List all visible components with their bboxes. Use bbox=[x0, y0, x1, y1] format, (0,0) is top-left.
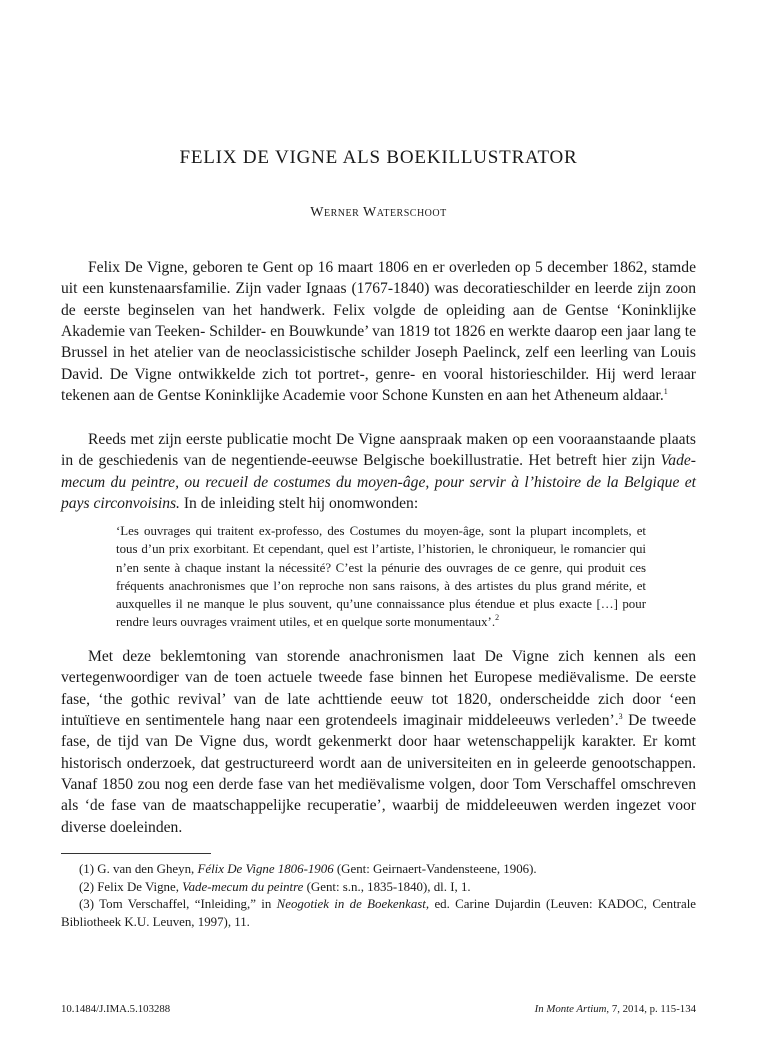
paragraph-1-text: Felix De Vigne, geboren te Gent op 16 maart 1806 en er overleden op 5 december 1862, stamde uit een kunstenaarsfamilie. Zijn vader Ignaas (1767-1840) was decoratieschilder en leerde zijn zoon de eerste beginselen van het handwerk. Felix volgde de opleiding aan de Gentse ‘Koninklijke Akademie van Teeken- Schilder- en Bouwkunde’ van 1819 tot 1826 en werkte daarop een jaar lang te Brussel in het atelier van de neoclassicistische schilder Joseph Paelinck, zelf een leerling van Louis David. De Vigne ontwikkelde zich tot portret-, genre- en vooral historieschilder. Hij werd leraar tekenen aan de Gentse Koninklijke Academie voor Schone Kunsten en aan het Atheneum aldaar. bbox=[61, 259, 696, 405]
body-text bbox=[61, 257, 696, 406]
journal-name: In Monte Artium bbox=[534, 1003, 607, 1015]
footnotes bbox=[61, 861, 696, 932]
doi-label: 10.1484/J.IMA.5.103288 bbox=[61, 1003, 171, 1015]
footnote-3-number: (3) bbox=[79, 897, 95, 912]
footnote-1-text: G. van den Gheyn, bbox=[94, 862, 198, 876]
paragraph-3 bbox=[61, 646, 696, 838]
footnote-ref-1[interactable]: 1 bbox=[663, 387, 668, 397]
body-text-2 bbox=[61, 429, 696, 514]
footnote-divider bbox=[61, 853, 211, 854]
paragraph-2-text: Reeds met zijn eerste publicatie mocht De Vigne aanspraak maken op een vooraanstaande plaats in de geschiedenis van de negentiende-eeuwse Belgische boekillustratie. Het betreft hier zijn bbox=[61, 431, 696, 470]
journal-citation bbox=[535, 1003, 696, 1015]
footnote-1-end: (Gent: Geirnaert-Vandensteene, 1906). bbox=[333, 862, 537, 876]
body-text-3 bbox=[61, 646, 696, 838]
footnote-2-text: Felix De Vigne, bbox=[94, 879, 183, 894]
author-name: Werner Waterschoot bbox=[310, 205, 447, 220]
footnote-3-title: Neogotiek in de Boekenkast, bbox=[276, 897, 430, 912]
paragraph-1 bbox=[61, 257, 696, 406]
footnote-3 bbox=[61, 896, 696, 931]
quote-paragraph bbox=[116, 522, 646, 632]
footnote-1-number: (1) bbox=[79, 862, 95, 876]
paragraph-2-end: In de inleiding stelt hij onomwonden: bbox=[179, 495, 419, 513]
footnote-3-text: Tom Verschaffel, “Inleiding,” in bbox=[94, 897, 277, 912]
paragraph-2 bbox=[61, 429, 696, 514]
quote-text: ‘Les ouvrages qui traitent ex-professo, des Costumes du moyen-âge, sont la plupart incomplets, et tous d’un prix exorbitant. Et cependant, quel est l’artiste, l’historien, le chroniqueur, le romancier qui n’en sente à chaque instant la nécessité? C’est la pénurie des ouvrages de ce genre, qui produit ces fréquents anachronismes que l’on reproche non sans raisons, à des artistes du plus grand mérite, et auxquelles il ne manque le plus souvent, qu’une connaissance plus étendue et plus exacte […] pour rendre leurs ouvrages vraiment utiles, et en quelque sorte monumentaux’. bbox=[116, 524, 646, 630]
article-title: FELIX DE VIGNE ALS BOEKILLUSTRATOR bbox=[179, 147, 578, 168]
footnote-1-title: Félix De Vigne 1806-1906 bbox=[197, 862, 334, 876]
footnote-2-title: Vade-mecum du peintre bbox=[182, 879, 304, 894]
footnote-2 bbox=[61, 879, 696, 897]
book-title-italic: Vade-mecum du peintre, ou recueil de costumes du moyen-âge, pour servir à l’histoire de la Belgique et pays circonvoisins. bbox=[61, 452, 696, 513]
paragraph-3-text: Met deze beklemtoning van storende anachronismen laat De Vigne zich kennen als een vertegenwoordiger van de toen actuele tweede fase binnen het Europese mediëvalisme. De eerste fase, ‘the gothic revival’ van de late achttiende eeuw tot 1820, onderscheidde zich door ‘een intuïtieve en sentimentele hang naar een grotendeels imaginair middeleeuws verleden’. bbox=[61, 648, 696, 730]
block-quote bbox=[116, 522, 646, 632]
footnote-3-end: ed. Carine Dujardin (Leuven: KADOC, Centrale Bibliotheek K.U. Leuven, 1997), 11. bbox=[61, 897, 696, 930]
citation-details: , 7, 2014, p. 115-134 bbox=[606, 1003, 696, 1015]
footnote-ref-3[interactable]: 3 bbox=[618, 712, 623, 722]
footnote-1 bbox=[61, 861, 696, 879]
footnote-ref-2[interactable]: 2 bbox=[495, 613, 500, 623]
footnote-2-end: (Gent: s.n., 1835-1840), dl. I, 1. bbox=[303, 879, 471, 894]
footnote-2-number: (2) bbox=[79, 879, 95, 894]
paragraph-3-end: De tweede fase, de tijd van De Vigne dus, wordt gekenmerkt door haar wetenschappelijk karakter. Er komt historisch onderzoek, dat gestructureerd wordt aan de universiteiten en in geleerde genootschappen. Vanaf 1850 zou nog een derde fase van het mediëvalisme volgen, door Tom Verschaffel omschreven als ‘de fase van de maatschappelijke recuperatie’, waarbij de middeleeuwen werden ingezet voor diverse doeleinden. bbox=[61, 712, 696, 836]
